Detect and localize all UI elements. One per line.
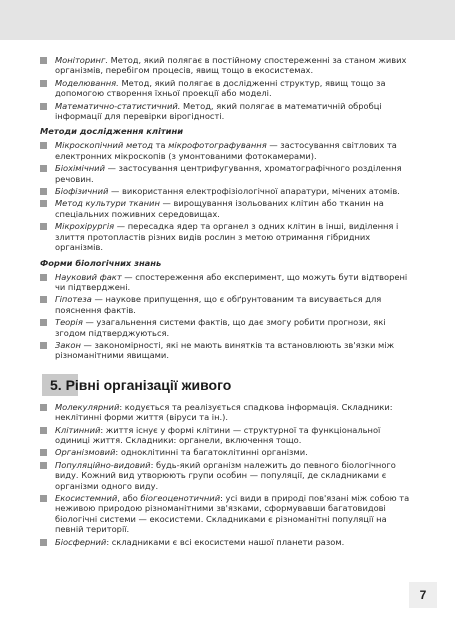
item-text: : складниками є всі екосистеми нашої планети разом. — [106, 536, 345, 547]
bullet-icon — [40, 539, 47, 546]
page-header-band — [0, 0, 455, 40]
bullet-icon — [40, 274, 47, 281]
item-term: Екосистемний — [55, 493, 118, 503]
item-term-2: біогеоценотичний — [140, 493, 221, 503]
list-item — [40, 186, 412, 196]
bullet-icon — [40, 296, 47, 303]
bullet-icon — [40, 427, 47, 434]
list-item — [40, 221, 412, 252]
list-item — [40, 460, 412, 491]
item-text: : будь-який організм належить до певного біологічного виду. Кожний вид утворюють групи особин — популяції, де складниками є організми одного виду. — [55, 459, 396, 491]
list-item — [40, 101, 412, 122]
bullet-icon — [40, 342, 47, 349]
item-term: Клітинний — [55, 424, 101, 435]
item-term: Організмовий — [55, 447, 116, 458]
bullet-icon — [40, 319, 47, 326]
item-text: : одноклітинні та багатоклітинні організми. — [115, 447, 308, 458]
item-text: — закономірності, які не мають винятків та встановлюють зв'язки між різноманітними явищами. — [55, 339, 395, 361]
list-item — [40, 272, 412, 293]
bullet-icon — [40, 449, 47, 456]
item-term: Мікроскопічний метод — [55, 140, 153, 151]
bullet-icon — [40, 188, 47, 195]
bullet-icon — [40, 103, 47, 110]
subheading-cell-methods: Методи дослідження клітини — [40, 126, 184, 137]
list-item — [40, 55, 412, 76]
item-term: Мікрохірургія — [55, 221, 115, 232]
list-item — [40, 425, 412, 446]
bullet-icon — [40, 495, 47, 502]
item-term: Метод культури тканин — [55, 198, 160, 209]
item-text: Метод, який полягає в математичній обробці інформації для перевірки вірогідності. — [55, 100, 382, 122]
bullet-icon — [40, 80, 47, 87]
list-item — [40, 78, 412, 99]
item-term: Популяційно-видовий — [55, 459, 151, 470]
item-text: Метод, який полягає в дослідженні структур, явищ тощо за допомогою створення їхньої проекції або моделі. — [55, 77, 386, 99]
list-item — [40, 493, 412, 535]
item-text: — наукове припущення, що є обґрунтованим та висувається для пояснення фактів. — [55, 294, 382, 315]
list-item — [40, 317, 412, 338]
list-item — [40, 537, 412, 547]
page-number: 7 — [409, 582, 437, 608]
list-item — [40, 140, 412, 161]
item-text: Метод, який полягає в постійному спостереженні за станом живих організмів, перебігом процесів, явищ тощо в екосистемах. — [55, 55, 407, 76]
item-text: : усі види в природі пов'язані між собою та неживою природою різноманітними зв'язками, сформувавши багатовидові біологічні системи — екосистеми. Складниками є різноманітні популяції на певній території. — [55, 493, 410, 535]
item-term: Моделювання. — [55, 77, 119, 88]
item-term: Науковий факт — [55, 271, 122, 282]
section-title: 5. Рівні організації живого — [50, 376, 232, 393]
item-term: Гіпотеза — [55, 294, 92, 305]
list-item — [40, 294, 412, 315]
item-term: Біохімічний — [55, 163, 105, 174]
item-term: Молекулярний — [55, 401, 120, 412]
item-text: : кодується та реалізується спадкова інформація. Складники: неклітинні форми життя (віруси та ін.). — [55, 401, 393, 423]
subheading-knowledge-forms: Форми біологічних знань — [40, 257, 162, 268]
item-text: — використання електрофізіологічної апаратури, мічених атомів. — [108, 186, 400, 197]
item-term: Теорія — [55, 317, 83, 328]
item-text: — вирощування ізольованих клітин або тканин на спеціальних поживних середовищах. — [55, 198, 384, 219]
list-item — [40, 198, 412, 219]
item-term: Моніторинг. — [55, 55, 108, 65]
bullet-icon — [40, 142, 47, 149]
bullet-icon — [40, 165, 47, 172]
item-term: Біосферний — [55, 536, 107, 547]
item-connector: , або — [117, 493, 141, 503]
item-connector: та — [152, 140, 169, 151]
item-text: — узагальнення системи фактів, що дає змогу робити прогнози, які згодом підтверджуються. — [55, 317, 386, 338]
item-term: Біофізичний — [55, 186, 109, 197]
list-item — [40, 447, 412, 457]
item-text: — застосування центрифугування, хроматографічного розділення речовин. — [55, 163, 402, 184]
item-term: Математично-статистичний. — [55, 100, 181, 111]
bullet-icon — [40, 223, 47, 230]
bullet-icon — [40, 404, 47, 411]
page-content — [40, 55, 412, 549]
list-item — [40, 402, 412, 423]
item-text: — спостереження або експеримент, що можуть бути відтворені чи підтверджені. — [55, 271, 408, 292]
section-heading — [42, 374, 412, 396]
item-term-2: мікрофотографування — [168, 140, 267, 151]
list-item — [40, 340, 412, 361]
list-item — [40, 163, 412, 184]
bullet-icon — [40, 462, 47, 469]
item-term: Закон — [55, 339, 81, 350]
bullet-icon — [40, 57, 47, 64]
bullet-icon — [40, 200, 47, 207]
item-text: — застосування світлових та електронних мікроскопів (з умонтованими фотокамерами). — [55, 140, 397, 161]
item-text: : життя існує у формі клітини — структурної та функціональної одиниці життя. Складники: органели, включення тощо. — [55, 424, 381, 445]
item-text: — пересадка ядер та органел з одних клітин в інші, виділення і злиття протопластів різних видів рослин з метою отримання гібридних організмів. — [55, 221, 399, 253]
